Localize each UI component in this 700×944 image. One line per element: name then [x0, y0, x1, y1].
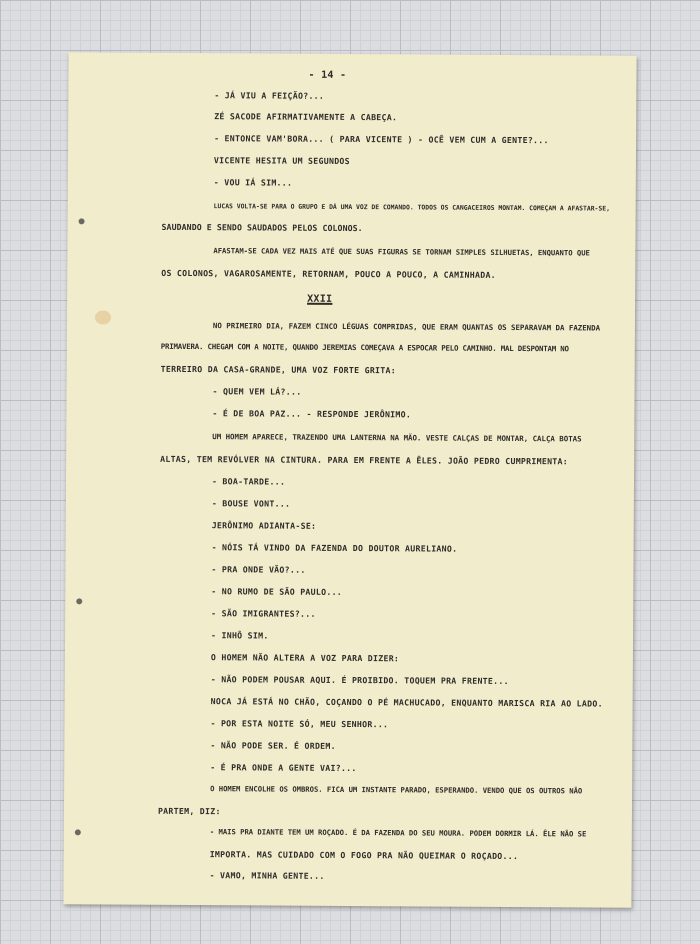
script-line: - NÓIS TÁ VINDO DA FAZENDA DO DOUTOR AURELIANO. — [211, 542, 458, 554]
script-line: - MAIS PRA DIANTE TEM UM ROÇADO. É DA FAZENDA DO SEU MOURA. PODEM DORMIR LÁ. ÊLE NÃO SE — [209, 827, 587, 839]
script-line: - NÃO PODEM POUSAR AQUI. É PROIBIDO. TOQUEM PRA FRENTE... — [210, 674, 509, 686]
script-line: - VAMO, MINHA GENTE... — [209, 870, 325, 881]
script-line: - POR ESTA NOITE SÓ, MEU SENHOR... — [210, 718, 389, 730]
script-line: - JÁ VIU A FEIÇÃO?... — [214, 90, 325, 101]
script-line: AFASTAM-SE CADA VEZ MAIS ATÉ QUE SUAS FIGURAS SE TORNAM SIMPLES SILHUETAS, ENQUANTO QUE — [213, 246, 590, 258]
script-line: PRIMAVERA. CHEGAM COM A NOITE, QUANDO JEREMIAS COMEÇAVA A ESPOCAR PELO CAMINHO. MAL DESPONTAM NO — [160, 341, 569, 354]
section-heading: XXII — [307, 293, 333, 305]
script-line: OS COLONOS, VAGAROSAMENTE, RETORNAM, POUCO A POUCO, A CAMINHADA. — [161, 267, 496, 280]
script-line: - BOA-TARDE... — [211, 476, 286, 487]
script-line: - NÃO PODE SER. É ORDEM. — [210, 740, 336, 751]
script-line: PARTEM, DIZ: — [157, 805, 221, 817]
script-line: ZÉ SACODE AFIRMATIVAMENTE A CABEÇA. — [214, 111, 398, 123]
punch-hole — [75, 829, 81, 835]
script-line: O HOMEM ENCOLHE OS OMBROS. FICA UM INSTANTE PARADO, ESPERANDO. VENDO QUE OS OUTROS NÃO — [210, 784, 583, 796]
script-line: - BOUSE VONT... — [211, 498, 291, 509]
script-line: - ENTONCE VAM'BORA... ( PARA VICENTE ) - OCÊ VEM CUM A GENTE?... — [214, 133, 549, 146]
script-line: - INHÔ SIM. — [211, 630, 269, 641]
script-line: IMPORTA. MAS CUIDADO COM O FOGO PRA NÃO QUEIMAR O ROÇADO... — [209, 849, 519, 862]
punch-hole — [79, 218, 85, 224]
script-line: - NO RUMO DE SÃO PAULO... — [211, 586, 343, 597]
script-line: NOCA JÁ ESTÁ NO CHÃO, COÇANDO O PÉ MACHUCADO, ENQUANTO MARISCA RIA AO LADO. — [210, 696, 603, 709]
typewritten-page — [63, 52, 636, 907]
script-line: - É DE BOA PAZ... - RESPONDE JERÔNIMO. — [212, 408, 412, 420]
script-line: JERÔNIMO ADIANTA-SE: — [211, 520, 317, 531]
script-line: NO PRIMEIRO DIA, FAZEM CINCO LÉGUAS COMPRIDAS, QUE ERAM QUANTAS OS SEPARAVAM DA FAZENDA — [212, 321, 601, 333]
script-line: SAUDANDO E SENDO SAUDADOS PELOS COLONOS. — [161, 221, 363, 234]
paper-stain — [95, 310, 111, 324]
script-line: ALTAS, TEM REVÓLVER NA CINTURA. PARA EM FRENTE A ÊLES. JOÃO PEDRO CUMPRIMENTA: — [160, 453, 569, 467]
script-line: - VOU IÁ SIM... — [213, 177, 293, 188]
script-line: TERREIRO DA CASA-GRANDE, UMA VOZ FORTE GRITA: — [160, 363, 397, 376]
script-line: VICENTE HESITA UM SEGUNDOS — [213, 155, 350, 166]
script-line: LUCAS VOLTA-SE PARA O GRUPO E DÁ UMA VOZ DE COMANDO. TODOS OS CANGACEIROS MONTAM. COMEÇAM A AFASTAR-SE, — [213, 202, 610, 213]
script-line: UM HOMEM APARECE, TRAZENDO UMA LANTERNA NA MÃO. VESTE CALÇAS DE MONTAR, CALÇA BOTAS — [212, 432, 582, 444]
script-line: O HOMEM NÃO ALTERA A VOZ PARA DIZER: — [210, 652, 400, 664]
script-line: - PRA ONDE VÃO?... — [211, 564, 306, 575]
page-number: - 14 - — [308, 69, 347, 81]
script-line: - É PRA ONDE A GENTE VAI?... — [210, 762, 357, 774]
script-line: - QUEM VEM LÁ?... — [212, 386, 302, 397]
script-line: - SÃO IMIGRANTES?... — [211, 608, 316, 619]
punch-hole — [76, 598, 82, 604]
